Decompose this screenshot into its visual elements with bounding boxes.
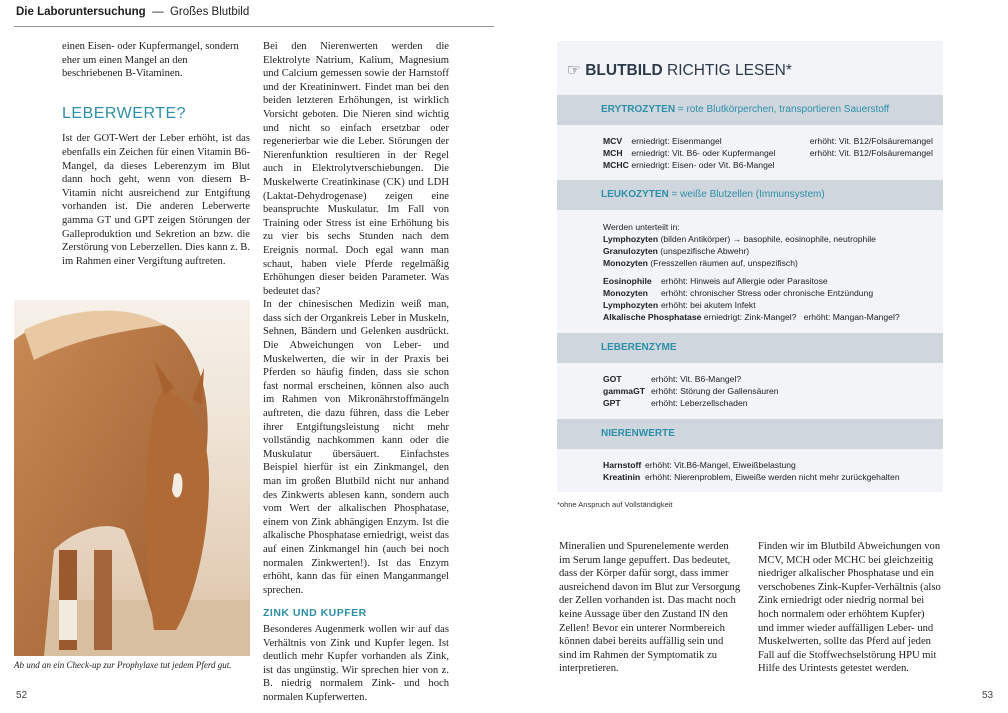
leuko-row-name: Alkalische Phosphatase — [603, 312, 702, 322]
header-chapter: Die Laboruntersuchung — [16, 6, 146, 18]
box-title — [567, 61, 792, 80]
photo-caption: Ab und an ein Check-up zur Prophylaxe tut jedem Pferd gut. — [14, 660, 232, 670]
leber-row-text: erhöht: Leberzellschaden — [651, 398, 748, 408]
leuko-type — [603, 233, 876, 245]
erythro-name: MCH — [603, 148, 623, 158]
leukozyten-band — [557, 180, 943, 210]
erythro-row — [603, 135, 933, 147]
leuko-intro: Werden unterteilt in: — [603, 222, 680, 232]
leuko-row-text: erhöht: Hinweis auf Allergie oder Parasitose — [661, 276, 828, 286]
leuko-row-text: erhöht: bei akutem Infekt — [661, 300, 756, 310]
header-rule — [14, 26, 494, 27]
niere-row-name: Kreatinin — [603, 472, 641, 482]
leberwerte-paragraph: Ist der GOT-Wert der Leber erhöht, ist das ebenfalls ein Zeichen für einen Vitamin B6-Mangel, da dieses Leberenzym im Blut dann hoch geht, wenn von diesem B-Vitamin nicht ausreichend zur Entgiftung vorhanden ist. Die anderen Leberwerte gamma GT und GPT zeigen Störungen der Galleproduktion und Sekretion an bzw. die Zerstörung von Leberzellen. Dies kann z. B. im Rahmen einer Vergiftung auftreten. — [62, 133, 250, 267]
pointing-hand-icon: ☞ — [567, 62, 581, 79]
leuko-type-text: (unspezifische Abwehr) — [657, 246, 750, 256]
header-dash: — — [152, 6, 164, 18]
leuko-row-name: Lymphozyten — [603, 300, 659, 310]
leuko-type — [603, 245, 749, 257]
leuko-type-name: Lymphozyten — [603, 234, 659, 244]
leuko-row-name: Eosinophile — [603, 276, 652, 286]
leuko-type — [603, 257, 798, 269]
leber-row — [603, 385, 779, 397]
hpu-paragraph: Finden wir im Blutbild Abweichungen von MCV, MCH oder MCHC bei gleichzeitig niedriger alkalischer Phosphatase und ein verschobenes Zink-Kupfer-Verhältnis (also Zink erniedrigt oder niedrig normal bei hoch normalem oder erhöhtem Kupfer) und immer wieder auffälligen Leber- und Muskelwerten, sollte das Pferd auf jeden Fall auf die Stoffwechselstörung HPU mit Hilfe des Urintests getestet werden. — [758, 541, 941, 675]
blutbild-info-box — [557, 41, 943, 492]
leber-row-name: gammaGT — [603, 386, 646, 396]
middle-column — [263, 40, 449, 705]
erythro-high: erhöht: Vit. B12/Folsäuremangel — [809, 148, 933, 158]
niere-row — [603, 471, 900, 483]
erythro-high: erhöht: Vit. B12/Folsäuremangel — [809, 136, 933, 146]
erythro-row — [603, 159, 775, 171]
header-section: Großes Blutbild — [169, 6, 250, 18]
erythro-name: MCV — [603, 136, 623, 146]
niere-row-text: erhöht: Vit.B6-Mangel, Eiweißbelastung — [645, 460, 796, 470]
leuko-type-name: Granulozyten — [603, 246, 658, 256]
leberenzyme-band: LEBERENZYME — [557, 333, 943, 363]
bottom-middle-column — [559, 540, 742, 676]
niere-row-name: Harnstoff — [603, 460, 642, 470]
erythro-low: erniedrigt: Eisen- oder Vit. B6-Mangel — [631, 160, 775, 170]
leber-row-name: GPT — [603, 398, 621, 408]
erythrozyten-band — [557, 95, 943, 125]
page-number-left: 52 — [16, 690, 28, 701]
bottom-right-column — [758, 540, 943, 676]
zink-kupfer-heading: ZINK UND KUPFER — [263, 607, 367, 620]
page-number-right: 53 — [982, 690, 994, 701]
running-header — [16, 6, 249, 18]
footnote: *ohne Anspruch auf Vollständigkeit — [557, 500, 673, 509]
leuko-row — [603, 275, 828, 287]
leuko-row-name: Monozyten — [603, 288, 648, 298]
horse-illustration — [14, 300, 250, 656]
erythro-low: erniedrigt: Vit. B6- oder Kupfermangel — [631, 148, 776, 158]
leuko-row — [603, 287, 873, 299]
leuko-type-text: (Fresszellen räumen auf, unspezifisch) — [647, 258, 798, 268]
leukozyten-head: LEUKOZYTEN — [601, 189, 669, 200]
leuko-row-text: erhöht: chronischer Stress oder chronische Entzündung — [661, 288, 874, 298]
nierenwerte-paragraph: Bei den Nierenwerten werden die Elektrolyte Natrium, Kalium, Magnesium und Calcium gemessen sowie der Harnstoff und der Kreatininwert. Findet man bei den beiden letzteren Erhöhungen, ist wirklich Vorsicht geboten. Die Nieren sind wichtig und nicht so einfach ersetzbar oder regenerierbar wie die Leber. Störungen der Nierenfunktion resultieren in der Regel auch in Elektrolytverschiebungen. Die Muskelwerte Creatinkinase (CK) und LDH (Laktat-Dehydrogenase) zeigen eine beanspruchte Muskulatur. Im Fall von Training oder Stress ist eine Erhöhung bis zu vier bis sechs Stunden nach dem Ereignis normal. Doch egal wann man schaut, haben viele Pferde regelmäßig Erhöhungen dieser beiden Parameter. Was bedeutet das? — [263, 41, 449, 297]
left-intro: einen Eisen- oder Kupfermangel, sondern eher um einen Mangel an den beschriebenen B-Vitaminen. — [62, 41, 239, 80]
leuko-row-text: erniedrigt: Zink-Mangel? erhöht: Mangan-Mangel? — [703, 312, 900, 322]
erythrozyten-head-rest: = rote Blutkörperchen, transportieren Sauerstoff — [675, 104, 890, 115]
leuko-type-name: Monozyten — [603, 258, 648, 268]
leber-row — [603, 373, 741, 385]
erythro-row — [603, 147, 933, 159]
leberwerte-heading: LEBERWERTE? — [62, 104, 187, 122]
mineralien-paragraph: Mineralien und Spurenelemente werden im Serum lange gepuffert. Das bedeutet, dass der Körper dafür sorgt, dass immer ausreichend davon im Blut zur Versorgung der Zellen vorhanden ist. Das macht noch keine Aussage über den Zustand IN den Zellen! Bevor ein unterer Normbereich können dabei bereits auffällig sein und sind im Rahmen der Symptomatik zu interpretieren. — [559, 541, 741, 675]
erythrozyten-head: ERYTROZYTEN — [601, 104, 676, 115]
box-title-bold: BLUTBILD — [585, 62, 663, 79]
leber-row — [603, 397, 748, 409]
erythro-name: MCHC — [603, 160, 629, 170]
niere-row — [603, 459, 796, 471]
erythro-low: erniedrigt: Eisenmangel — [631, 136, 722, 146]
leber-row-text: erhöht: Vit. B6-Mangel? — [651, 374, 742, 384]
horse-photo — [14, 300, 250, 656]
nierenwerte-band: NIERENWERTE — [557, 419, 943, 449]
chinesische-medizin-paragraph: In der chinesischen Medizin weiß man, dass sich der Organkreis Leber in Muskeln, Sehnen, Bändern und Gelenken ausdrückt. Die Abweichungen von Leber- und Muskelwerten, die wir in der Praxis bei Pferden so häufig finden, dass sie schon fast normal erscheinen, können also auch im Rahmen von Mikronährstoffmängeln auftreten, die dazu führen, dass die Leber ihrer Entgiftungsleistung nicht mehr vollständig nachkommen kann oder die Muskulatur übersäuert. Einfachstes Beispiel hierfür ist ein Zinkmangel, den man im großen Blutbild nicht nur anhand des Zinkwerts ablesen kann, sondern auch vom Wert der alkalischen Phosphatase, einem von Zink abhängigen Enzym. Ist die alkalische Phosphatase erniedrigt, weist das auf einen Zinkmangel hin (auch bei noch normalen Zinkwerten!). Ist das Enzym erhöht, kann das für einen Manganmangel sprechen. — [263, 299, 449, 596]
leber-row-name: GOT — [603, 374, 622, 384]
leuko-row — [603, 299, 756, 311]
leukozyten-head-rest: = weiße Blutzellen (Immunsystem) — [668, 189, 825, 200]
niere-row-text: erhöht: Nierenproblem, Eiweiße werden nicht mehr zurückgehalten — [645, 472, 900, 482]
box-title-rest: RICHTIG LESEN* — [662, 62, 792, 79]
leber-row-text: erhöht: Störung der Gallensäuren — [651, 386, 779, 396]
leuko-row — [603, 311, 900, 323]
left-column — [62, 40, 250, 268]
zink-kupfer-paragraph: Besonderes Augenmerk wollen wir auf das Verhältnis von Zink und Kupfer legen. Ist deutlich mehr Kupfer vorhanden als Zink, ist das ungünstig. Wir sprechen hier von z. B. niedrig normalem Zink- und hoch normalen Kupferwerten. — [263, 623, 449, 703]
leuko-type-text: (bilden Antikörper) → basophile, eosinophile, neutrophile — [658, 234, 876, 244]
